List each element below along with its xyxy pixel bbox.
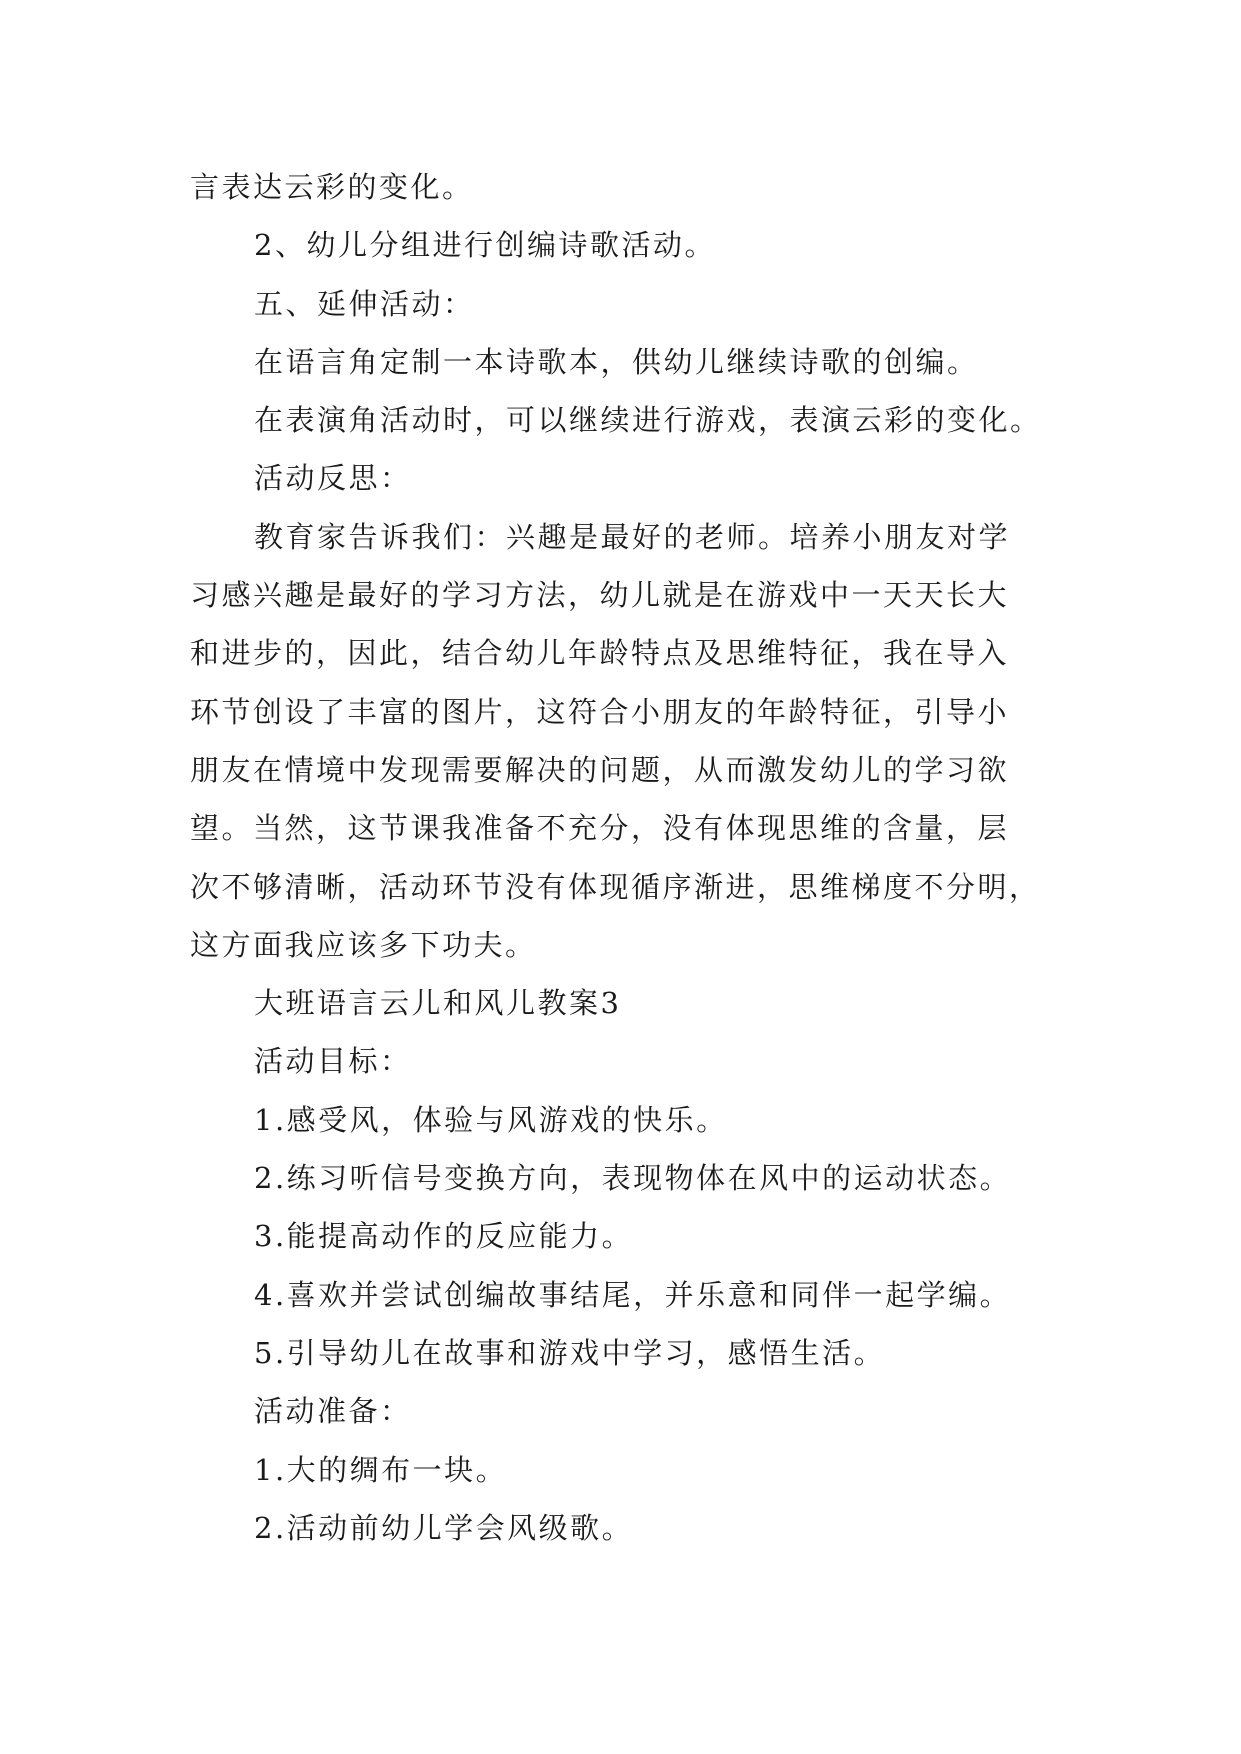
text-line: 和进步的，因此，结合幼儿年龄特点及思维特征，我在导入 — [190, 636, 1010, 671]
text-line: 活动反思： — [254, 461, 412, 496]
text-line: 次不够清晰，活动环节没有体现循序渐进，思维梯度不分明， — [190, 869, 1041, 904]
text-line: 望。当然，这节课我准备不充分，没有体现思维的含量，层 — [190, 811, 1010, 846]
text-line: 朋友在情境中发现需要解决的问题，从而激发幼儿的学习欲 — [190, 752, 1010, 787]
text-line: 活动准备： — [254, 1394, 412, 1429]
text-line: 环节创设了丰富的图片，这符合小朋友的年龄特征，引导小 — [190, 694, 1010, 729]
text-line: 在表演角活动时，可以继续进行游戏，表演云彩的变化。 — [254, 403, 1042, 438]
text-line: 言表达云彩的变化。 — [190, 170, 474, 204]
list-item: 1.大的绸布一块。 — [254, 1452, 508, 1487]
list-item: 2.练习听信号变换方向，表现物体在风中的运动状态。 — [254, 1161, 1012, 1196]
text-line: 五、延伸活动： — [254, 286, 475, 321]
list-item: 3.能提高动作的反应能力。 — [254, 1219, 634, 1254]
text-line: 2、幼儿分组进行创编诗歌活动。 — [254, 228, 716, 263]
list-item: 2.活动前幼儿学会风级歌。 — [254, 1510, 634, 1545]
list-item: 4.喜欢并尝试创编故事结尾，并乐意和同伴一起学编。 — [254, 1277, 1012, 1312]
text-line: 活动目标： — [254, 1044, 412, 1079]
text-line: 这方面我应该多下功夫。 — [190, 927, 537, 962]
text-line: 在语言角定制一本诗歌本，供幼儿继续诗歌的创编。 — [254, 344, 979, 379]
list-item: 1.感受风，体验与风游戏的快乐。 — [254, 1102, 728, 1137]
text-line: 教育家告诉我们：兴趣是最好的老师。培养小朋友对学 — [254, 519, 1011, 554]
section-heading: 大班语言云儿和风儿教案3 — [254, 986, 622, 1021]
list-item: 5.引导幼儿在故事和游戏中学习，感悟生活。 — [254, 1335, 886, 1370]
text-line: 习感兴趣是最好的学习方法，幼儿就是在游戏中一天天长大 — [190, 578, 1010, 613]
document-body — [190, 158, 1060, 1557]
